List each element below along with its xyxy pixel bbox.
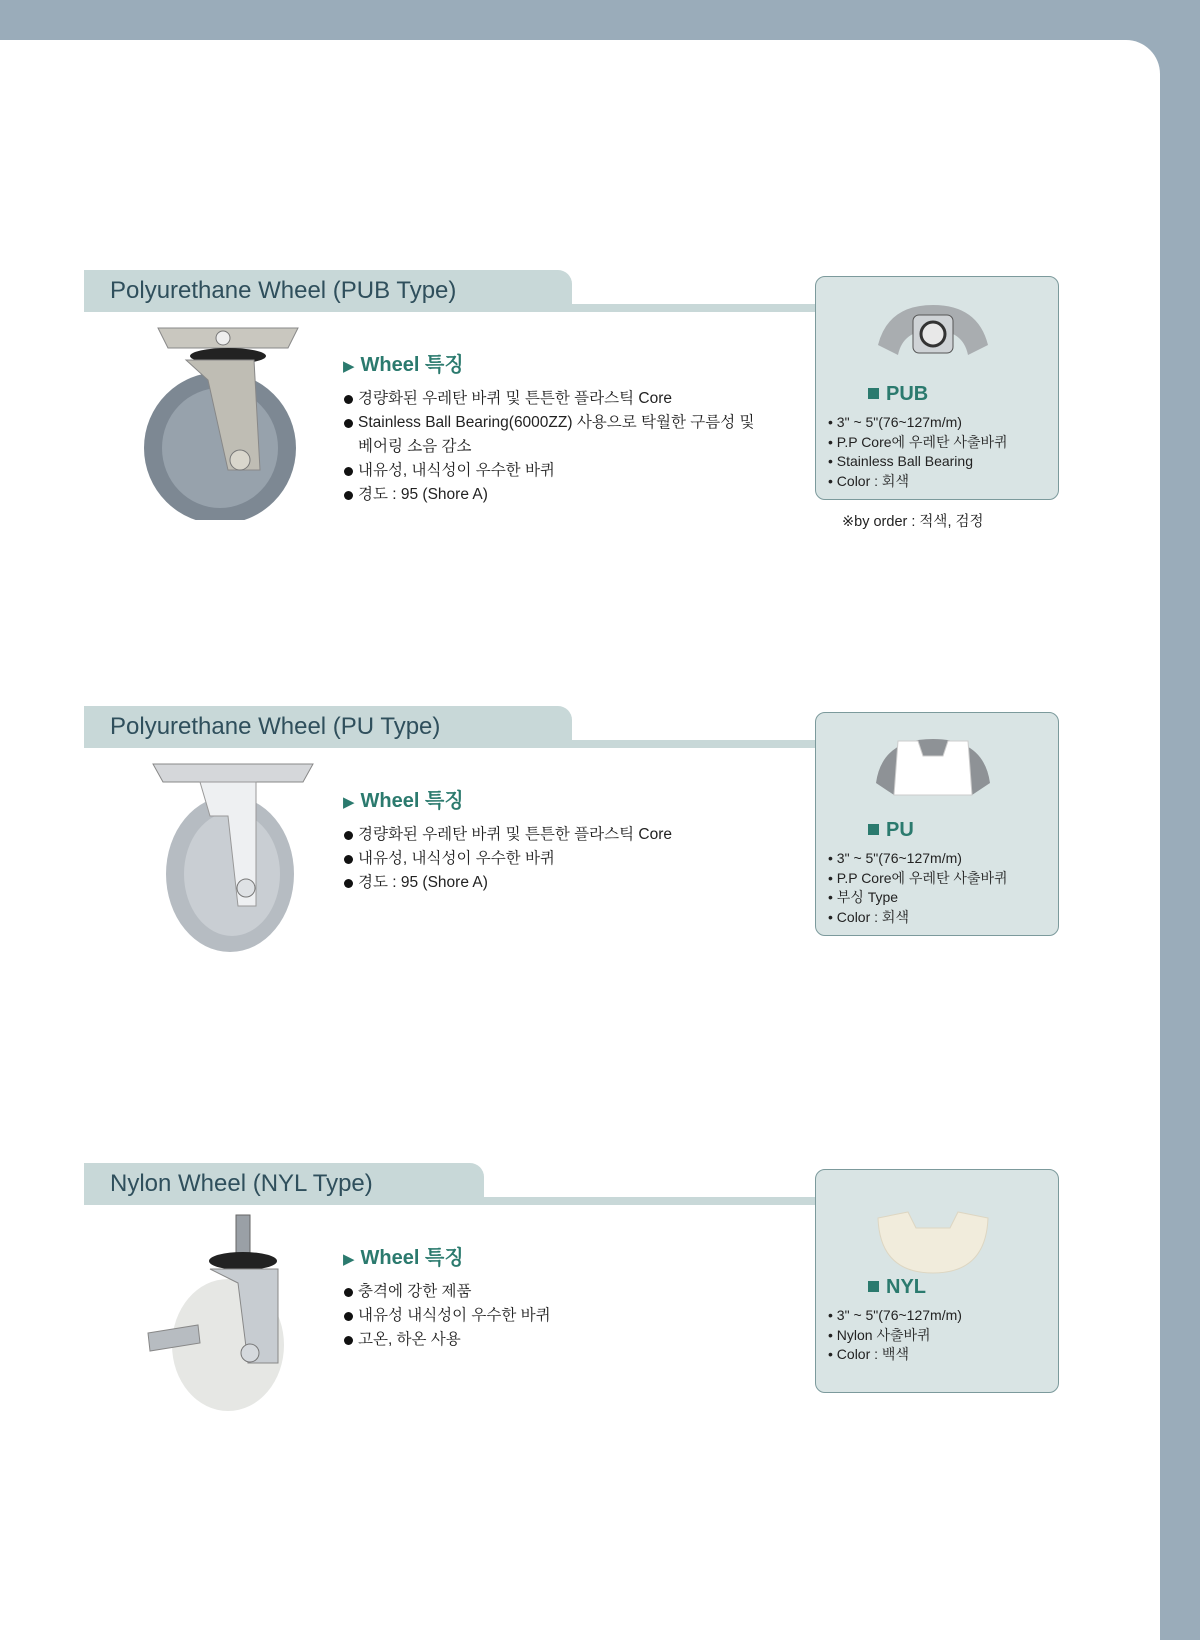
spec-code: PUB [886, 383, 929, 405]
square-bullet-icon [868, 824, 879, 835]
section-pu [0, 706, 1160, 1006]
threaded-stem-caster-image [128, 1213, 328, 1413]
feature-heading: Wheel 특징 [360, 354, 464, 376]
nylon-wheel-core-image [868, 1178, 998, 1278]
catalog-page [0, 40, 1160, 1640]
rigid-caster-image [128, 756, 328, 956]
feature-item: 경량화된 우레탄 바퀴 및 튼튼한 플라스틱 Core [343, 823, 763, 847]
section-rule [476, 1197, 816, 1205]
feature-item: Stainless Ball Bearing(6000ZZ) 사용으로 탁월한 구름성 및 베어링 소음 감소 [343, 411, 763, 459]
feature-item: 내유성, 내식성이 우수한 바퀴 [343, 847, 763, 871]
section-rule [560, 740, 816, 748]
triangle-bullet-icon: ▶ [343, 358, 355, 375]
spec-code: NYL [886, 1276, 926, 1298]
spec-item: • Nylon 사출바퀴 [828, 1326, 962, 1346]
section-nyl [0, 1163, 1160, 1463]
section-title: Nylon Wheel (NYL Type) [84, 1163, 484, 1205]
feature-block [343, 1241, 763, 1352]
feature-heading: Wheel 특징 [360, 790, 464, 812]
feature-block [343, 784, 763, 895]
spec-item: • Stainless Ball Bearing [828, 452, 1008, 472]
feature-item: 경도 : 95 (Shore A) [343, 483, 763, 507]
spec-item: • 3" ~ 5"(76~127m/m) [828, 413, 1008, 433]
wheel-core-image [868, 721, 998, 821]
feature-block [343, 348, 763, 507]
spec-box [815, 1169, 1059, 1393]
feature-item: 내유성 내식성이 우수한 바퀴 [343, 1304, 763, 1328]
feature-heading: Wheel 특징 [360, 1247, 464, 1269]
order-note: ※by order : 적색, 검정 [842, 514, 984, 530]
swivel-caster-image [128, 320, 328, 520]
spec-box [815, 276, 1059, 500]
triangle-bullet-icon: ▶ [343, 1251, 355, 1268]
spec-box [815, 712, 1059, 936]
spec-item: • Color : 백색 [828, 1345, 962, 1365]
spec-item: • 3" ~ 5"(76~127m/m) [828, 1306, 962, 1326]
feature-item: 고온, 하온 사용 [343, 1328, 763, 1352]
square-bullet-icon [868, 1281, 879, 1292]
section-pub [0, 270, 1160, 570]
spec-item: • Color : 회색 [828, 472, 1008, 492]
section-rule [560, 304, 816, 312]
section-title: Polyurethane Wheel (PU Type) [84, 706, 572, 748]
feature-item: 충격에 강한 제품 [343, 1280, 763, 1304]
spec-item: • 부싱 Type [828, 888, 1008, 908]
spec-item: • 3" ~ 5"(76~127m/m) [828, 849, 1008, 869]
spec-item: • P.P Core에 우레탄 사출바퀴 [828, 433, 1008, 453]
spec-item: • P.P Core에 우레탄 사출바퀴 [828, 869, 1008, 889]
feature-item: 경량화된 우레탄 바퀴 및 튼튼한 플라스틱 Core [343, 387, 763, 411]
wheel-core-bearing-image [868, 285, 998, 385]
triangle-bullet-icon: ▶ [343, 794, 355, 811]
feature-item: 내유성, 내식성이 우수한 바퀴 [343, 459, 763, 483]
spec-code: PU [886, 819, 914, 841]
square-bullet-icon [868, 388, 879, 399]
section-title: Polyurethane Wheel (PUB Type) [84, 270, 572, 312]
feature-item: 경도 : 95 (Shore A) [343, 871, 763, 895]
spec-item: • Color : 회색 [828, 908, 1008, 928]
